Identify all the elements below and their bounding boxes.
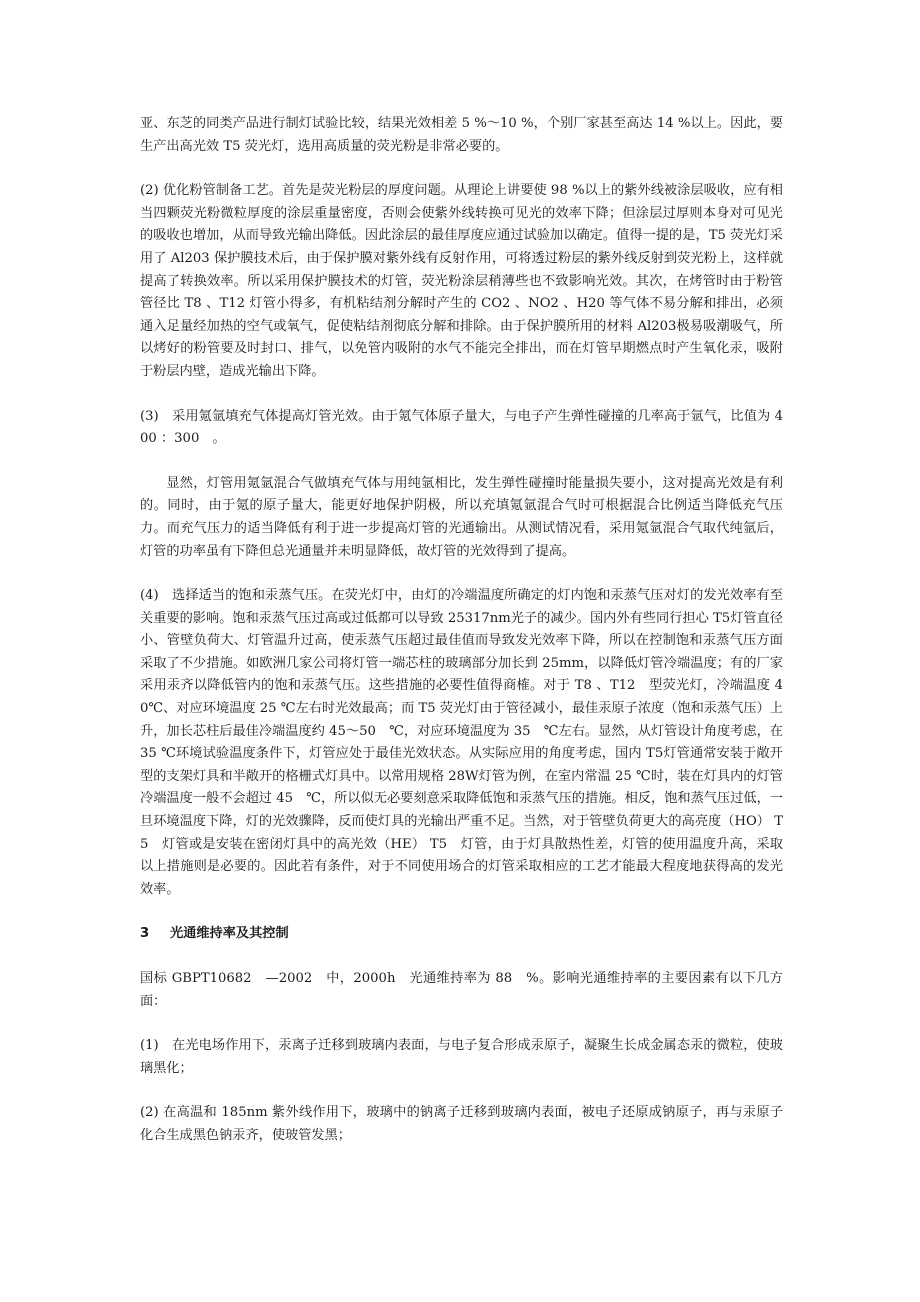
section-number: 3 [140, 926, 150, 942]
paragraph-national-standard: 国标 GBPT10682 —2002 中，2000h 光通维持率为 88 %。影响光通维持率的主要因素有以下几方面： [140, 971, 783, 1009]
paragraph-mercury-vapor-pressure: (4) 选择适当的饱和汞蒸气压。在荧光灯中，由灯的冷端温度所确定的灯内饱和汞蒸气压对灯的发光效率有至关重要的影响。饱和汞蒸气压过高或过低都可以导致 25317nm光子的减少。国内外有些同行担心 T5灯管直径小、管壁负荷大、灯管温升过高，使汞蒸气压超过最佳值而导致发光效率下降，所以在控制饱和汞蒸气压方面采取了不少措施。如欧洲几家公司将灯管一端芯柱的玻璃部分加长到 25mm，以降低灯管冷端温度；有的厂家采用汞齐以降低管内的饱和汞蒸气压。这些措施的必要性值得商榷。对于 T8 、T12 型荧光灯，冷端温度 40℃、对应环境温度 25 ℃左右时光效最高；而 T5 荧光灯由于管径减小，最佳汞原子浓度（饱和汞蒸气压）上升，加长芯柱后最佳冷端温度约 45～50 ℃，对应环境温度为 35 ℃左右。显然，从灯管设计角度考虑，在 35 ℃环境试验温度条件下，灯管应处于最佳光效状态。从实际应用的角度考虑，国内 T5灯管通常安装于敞开型的支架灯具和半敞开的格栅式灯具中。以常用规格 28W灯管为例，在室内常温 25 ℃时，装在灯具内的灯管冷端温度一般不会超过 45 ℃，所以似无必要刻意采取降低饱和汞蒸气压的措施。相反，饱和蒸气压过低，一旦环境温度下降，灯的光效骤降，反而使灯具的光输出严重不足。当然，对于管壁负荷更大的高亮度（HO） T5 灯管或是安装在密闭灯具中的高光效（HE） T5 灯管，由于灯具散热性差，灯管的使用温度升高，采取以上措施则是必要的。因此若有条件，对于不同使用场合的灯管采取相应的工艺才能最大程度地获得高的发光效率。 [140, 588, 783, 897]
paragraph-coating-process: (2) 优化粉管制备工艺。首先是荧光粉层的厚度问题。从理论上讲要使 98 %以上的紫外线被涂层吸收，应有相当四颗荧光粉微粒厚度的涂层重量密度，否则会使紫外线转换可见光的效率下降；但涂层过厚则本身对可见光的吸收也增加，从而导致光输出降低。因此涂层的最佳厚度应通过试验加以确定。值得一提的是，T5 荧光灯采用了 Al203 保护膜技术后，由于保护膜对紫外线有反射作用，可将透过粉层的紫外线反射到荧光粉上，这样就提高了转换效率。所以采用保护膜技术的灯管，荧光粉涂层稍薄些也不致影响光效。其次，在烤管时由于粉管管径比 T8 、T12 灯管小得多，有机粘结剂分解时产生的 CO2 、NO2 、H20 等气体不易分解和排出，必须通入足量经加热的空气或氧气，促使粘结剂彻底分解和排除。由于保护膜所用的材料 Al203极易吸潮吸气，所以烤好的粉管要及时封口、排气，以免管内吸附的水气不能完全排出，而在灯管早期燃点时产生氧化汞，吸附于粉层内壁，造成光输出下降。 [140, 183, 783, 379]
paragraph-krypton-argon-fill: (3) 采用氪氩填充气体提高灯管光效。由于氪气体原子量大，与电子产生弹性碰撞的几率高于氩气，比值为 400 ：300 。 [140, 408, 783, 447]
section-title: 光通维持率及其控制 [170, 926, 289, 942]
paragraph-mixed-gas-benefits: 显然，灯管用氪氩混合气做填充气体与用纯氩相比，发生弹性碰撞时能量损失要小，这对提高光效是有利的。同时，由于氪的原子量大，能更好地保护阴极，所以充填氪氩混合气时可根据混合比例适当降低充气压力。而充气压力的适当降低有利于进一步提高灯管的光通输出。从测试情况看，采用氪氩混合气取代纯氩后，灯管的功率虽有下降但总光通量并未明显降低，故灯管的光效得到了提高。 [140, 475, 783, 559]
paragraph-phosphor-conclusion: 亚、东芝的同类产品进行制灯试验比较，结果光效相差 5 %～10 %，个别厂家甚至高达 14 %以上。因此，要生产出高光效 T5 荧光灯，选用高质量的荧光粉是非常必要的。 [140, 116, 783, 154]
document-body [140, 113, 783, 1170]
paragraph-factor-sodium-ions: (2) 在高温和 185nm 紫外线作用下，玻璃中的钠离子迁移到玻璃内表面，被电子还原成钠原子，再与汞原子化合生成黑色钠汞齐，使玻管发黑； [140, 1105, 783, 1143]
section-heading [140, 923, 783, 946]
paragraph-factor-mercury-ions: (1) 在光电场作用下，汞离子迁移到玻璃内表面，与电子复合形成汞原子，凝聚生长成金属态汞的微粒，使玻璃黑化； [140, 1038, 783, 1076]
